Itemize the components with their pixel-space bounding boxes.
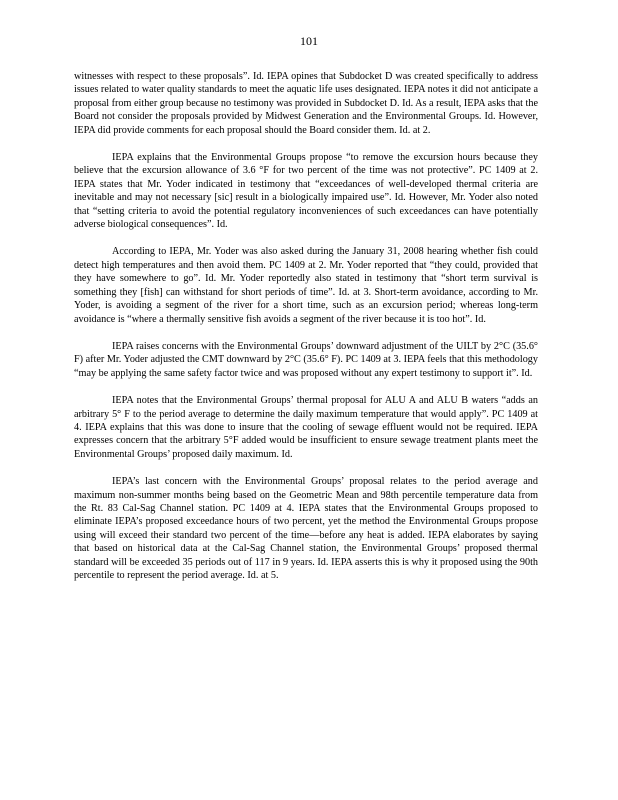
paragraph-4: IEPA raises concerns with the Environmental Groups’ downward adjustment of the UILT by 2°C (35.6° F) after Mr. Yoder adjusted the CMT downward by 2°C (35.6° F). PC 1409 at 3. IEPA feels that this methodology “may be applying the same safety factor twice and was proposed without any expert testimony to support it”. Id. [74, 340, 538, 379]
paragraph-2: IEPA explains that the Environmental Groups propose “to remove the excursion hours because they believe that the excursion allowance of 3.6 °F for two percent of the time was not protective”. PC 1409 at 2. IEPA states that Mr. Yoder indicated in testimony that “exceedances of well-developed thermal criteria are inevitable and may not necessary [sic] result in a biologically impaired use”. Id. However, Mr. Yoder also noted that “setting criteria to avoid the potential regulatory inconveniences of such exceedances can have potentially adverse biological consequences”. Id. [74, 152, 538, 231]
document-body [74, 70, 538, 596]
paragraph-5: IEPA notes that the Environmental Groups’ thermal proposal for ALU A and ALU B waters “adds an arbitrary 5° F to the period average to determine the daily maximum temperature that would apply”. PC 1409 at 4. IEPA explains that this was done to insure that the cooling of sewage effluent would not be required. IEPA expresses concern that the arbitrary 5°F added would be insufficient to ensure sewage treatment plants meet the Environmental Groups’ proposed daily maximum. Id. [74, 395, 538, 460]
paragraph-1: witnesses with respect to these proposals”. Id. IEPA opines that Subdocket D was created specifically to address issues related to water quality standards to meet the aquatic life uses designated. IEPA notes it did not anticipate a proposal from either group because no testimony was provided in Subdocket D. Id. As a result, IEPA asks that the Board not consider the proposals provided by Midwest Generation and the Environmental Groups. Id. However, IEPA did provide comments for each proposal should the Board consider them. Id. at 2. [74, 71, 538, 136]
paragraph-3: According to IEPA, Mr. Yoder was also asked during the January 31, 2008 hearing whether fish could detect high temperatures and then avoid them. PC 1409 at 2. Mr. Yoder reported that “they could, provided that they have somewhere to go”. Id. Mr. Yoder reportedly also stated in testimony that “short term survival is something they [fish] can withstand for short periods of time”. Id. at 3. Short-term avoidance, according to Mr. Yoder, is avoiding a segment of the river for a short time, such as an excursion period; whereas long-term avoidance is “where a thermally sensitive fish avoids a segment of the river because it is too hot”. Id. [74, 246, 538, 325]
paragraph-6: IEPA’s last concern with the Environmental Groups’ proposal relates to the period average and maximum non-summer months being based on the Geometric Mean and 98th percentile temperature data from the Rt. 83 Cal-Sag Channel station. PC 1409 at 4. IEPA states that the Environmental Groups proposed to eliminate IEPA’s proposed exceedance hours of two percent, yet the method the Environmental Groups propose using will exceed their standard two percent of the time—before any heat is added. IEPA elaborates by saying that based on historical data at the Cal-Sag Channel station, the Environmental Groups’ proposed thermal standard will be exceeded 35 periods out of 117 in 9 years. Id. IEPA asserts this is why it proposed using the 90th percentile to represent the period average. Id. at 5. [74, 476, 538, 581]
page-number: 101 [300, 34, 318, 48]
